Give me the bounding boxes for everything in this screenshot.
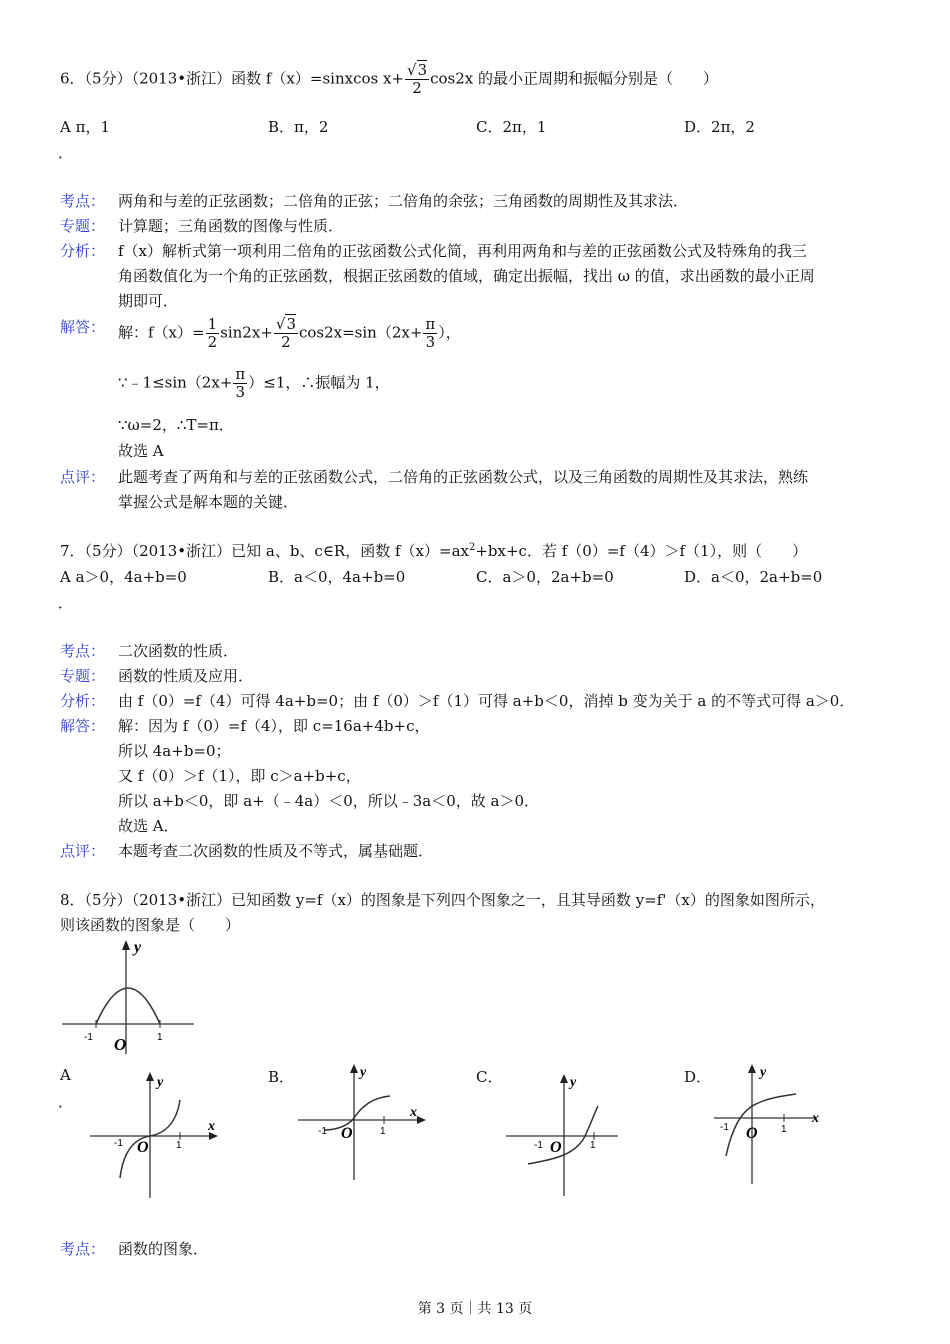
svg-text:x: x [410, 1105, 417, 1120]
q6-fenxi-line1: f（x）解析式第一项利用二倍角的正弦函数公式化简，再利用两角和与差的正弦函数公式及特殊角的我三 [118, 242, 808, 260]
q8-kaodian-label: 考点： [60, 1240, 106, 1258]
q6-jieda-line4: 故选 A [118, 442, 164, 460]
svg-text:1: 1 [176, 1140, 182, 1151]
q8-stem-line2: 则该函数的图象是（ ） [60, 916, 241, 934]
derivative-graph [58, 938, 198, 1058]
q6-jieda-line2: ∵﹣1≤sin（2x+ $\frac{\pi}{3}$ ）≤1，∴振幅为 1， [118, 365, 390, 401]
svg-text:x: x [208, 1119, 215, 1134]
q8-option-b-label[interactable]: B． [268, 1068, 295, 1086]
q7-dianping-label: 点评： [60, 842, 106, 860]
q6-zhuanti-label: 专题： [60, 217, 106, 235]
q7-fenxi: 由 f（0）=f（4）可得 4a+b=0；由 f（0）＞f（1）可得 a+b＜0，消掉 b 变为关于 a 的不等式可得 a＞0． [118, 692, 855, 710]
svg-text:y: y [157, 1075, 164, 1090]
q6-option-b[interactable]: B．π，2 [268, 118, 329, 136]
svg-text:y: y [360, 1065, 367, 1080]
svg-text:1: 1 [781, 1124, 787, 1135]
q7-jieda-line5: 故选 A． [118, 817, 179, 835]
page-footer: 第 3 页｜共 13 页 [417, 1301, 533, 1317]
q7-jieda-line4: 所以 a+b＜0，即 a+（﹣4a）＜0，所以﹣3a＜0，故 a＞0． [118, 792, 540, 810]
y-arrow-icon [122, 940, 130, 950]
q8-kaodian: 函数的图象． [118, 1240, 209, 1258]
q7-jieda-line1: 解：因为 f（0）=f（4），即 c=16a+4b+c， [118, 717, 430, 735]
svg-text:O: O [137, 1139, 149, 1156]
q6-option-a[interactable]: A π，1 [60, 118, 111, 136]
option-d-graph[interactable] [712, 1058, 836, 1188]
q7-jieda-line2: 所以 4a+b=0； [118, 742, 231, 760]
y-arrow-icon [748, 1064, 756, 1073]
svg-text:-1: -1 [114, 1138, 123, 1149]
q7-option-b[interactable]: B．a＜0，4a+b=0 [268, 568, 406, 586]
q7-option-dot: ． [58, 594, 74, 612]
q7-kaodian: 二次函数的性质． [118, 642, 239, 660]
derivative-curve [96, 988, 160, 1024]
svg-text:-1: -1 [534, 1140, 543, 1151]
q6-fenxi-line2: 角函数值化为一个角的正弦函数，根据正弦函数的值域，确定出振幅，找出 ω 的值，求出函数的最小正周 [118, 267, 815, 285]
y-arrow-icon [350, 1064, 358, 1073]
q6-kaodian-label: 考点： [60, 192, 106, 210]
origin-label: O [114, 1035, 127, 1054]
q6-jieda-line1: 解：f（x）= $\frac{1}{2}$ sin2x+ $\frac{√3}{2}$ cos2x=sin（2x+ $\frac{\pi}{3}$ ）， [118, 315, 461, 351]
q6-option-d[interactable]: D．2π，2 [684, 118, 755, 136]
q6-dianping-line1: 此题考查了两角和与差的正弦函数公式，二倍角的正弦函数公式，以及三角函数的周期性及其求法，熟练 [118, 468, 809, 486]
svg-text:-1: -1 [318, 1126, 327, 1137]
q6-stem: 6．（5分）（2013•浙江）函数 f（x）=sinxcos x+ $\frac{√3}{2}$ cos2x 的最小正周期和振幅分别是（ ） [60, 61, 719, 97]
frac-sqrt3-over-2: $\frac{√3}{2}$ [275, 315, 296, 351]
q7-jieda-label: 解答： [60, 717, 106, 735]
q8-option-d-label[interactable]: D． [684, 1068, 712, 1086]
q7-zhuanti: 函数的性质及应用． [118, 667, 254, 685]
curve [528, 1106, 598, 1164]
q6-option-dot: ． [58, 144, 74, 162]
q8-option-dot: ． [58, 1093, 74, 1111]
q6-jieda-label: 解答： [60, 318, 106, 336]
q8-option-c-label[interactable]: C． [476, 1068, 503, 1086]
q6-fenxi-line3: 期即可． [118, 292, 179, 310]
pos1-label: 1 [157, 1032, 163, 1043]
neg1-label: -1 [84, 1032, 93, 1043]
frac-pi-over-3: $\frac{\pi}{3}$ [425, 315, 436, 351]
q6-jieda-line3: ∵ω=2，∴T=π． [118, 416, 234, 434]
q7-kaodian-label: 考点： [60, 642, 106, 660]
q8-stem-line1: 8．（5分）（2013•浙江）已知函数 y=f（x）的图象是下列四个图象之一，且其导函数 y=f'（x）的图象如图所示， [60, 891, 825, 909]
q7-jieda-line3: 又 f（0）＞f（1），即 c＞a+b+c， [118, 767, 361, 785]
svg-text:O: O [746, 1125, 758, 1142]
y-arrow-icon [560, 1074, 568, 1083]
q7-zhuanti-label: 专题： [60, 667, 106, 685]
q7-option-a[interactable]: A a＞0，4a+b=0 [60, 568, 187, 586]
svg-text:-1: -1 [720, 1122, 729, 1133]
q6-dianping-label: 点评： [60, 468, 106, 486]
q6-fenxi-label: 分析： [60, 242, 106, 260]
svg-text:y: y [570, 1075, 577, 1090]
q6-option-c[interactable]: C．2π，1 [476, 118, 547, 136]
q7-fenxi-label: 分析： [60, 692, 106, 710]
x-arrow-icon [417, 1116, 426, 1124]
svg-text:y: y [760, 1065, 767, 1080]
q6-zhuanti: 计算题；三角函数的图像与性质． [118, 217, 344, 235]
option-c-graph[interactable] [504, 1068, 628, 1200]
frac-sqrt3-over-2: $\frac{√3}{2}$ [407, 61, 428, 97]
q7-option-d[interactable]: D．a＜0，2a+b=0 [684, 568, 823, 586]
svg-text:x: x [812, 1111, 819, 1126]
svg-text:O: O [341, 1125, 353, 1142]
frac-1-over-2: $\frac{1}{2}$ [207, 315, 218, 351]
svg-text:O: O [550, 1139, 562, 1156]
q7-stem: 7．（5分）（2013•浙江）已知 a、b、c∈R，函数 $f(x)=ax^2+bx+c$．若 f（0）=f（4）＞f（1），则（ ） [60, 542, 808, 560]
q7-dianping: 本题考查二次函数的性质及不等式，属基础题． [118, 842, 434, 860]
frac-pi-over-3: $\frac{\pi}{3}$ [235, 365, 246, 401]
option-a-graph[interactable] [88, 1066, 222, 1202]
option-b-graph[interactable] [296, 1058, 430, 1184]
q7-option-c[interactable]: C．a＞0，2a+b=0 [476, 568, 614, 586]
q6-dianping-line2: 掌握公式是解本题的关键． [118, 493, 299, 511]
svg-text:1: 1 [380, 1126, 386, 1137]
svg-text:1: 1 [590, 1140, 596, 1151]
curve [324, 1096, 390, 1130]
y-arrow-icon [146, 1072, 154, 1081]
y-label: y [134, 939, 142, 956]
q8-option-a-label[interactable]: A [60, 1066, 71, 1084]
q6-kaodian: 两角和与差的正弦函数；二倍角的正弦；二倍角的余弦；三角函数的周期性及其求法． [118, 192, 689, 210]
